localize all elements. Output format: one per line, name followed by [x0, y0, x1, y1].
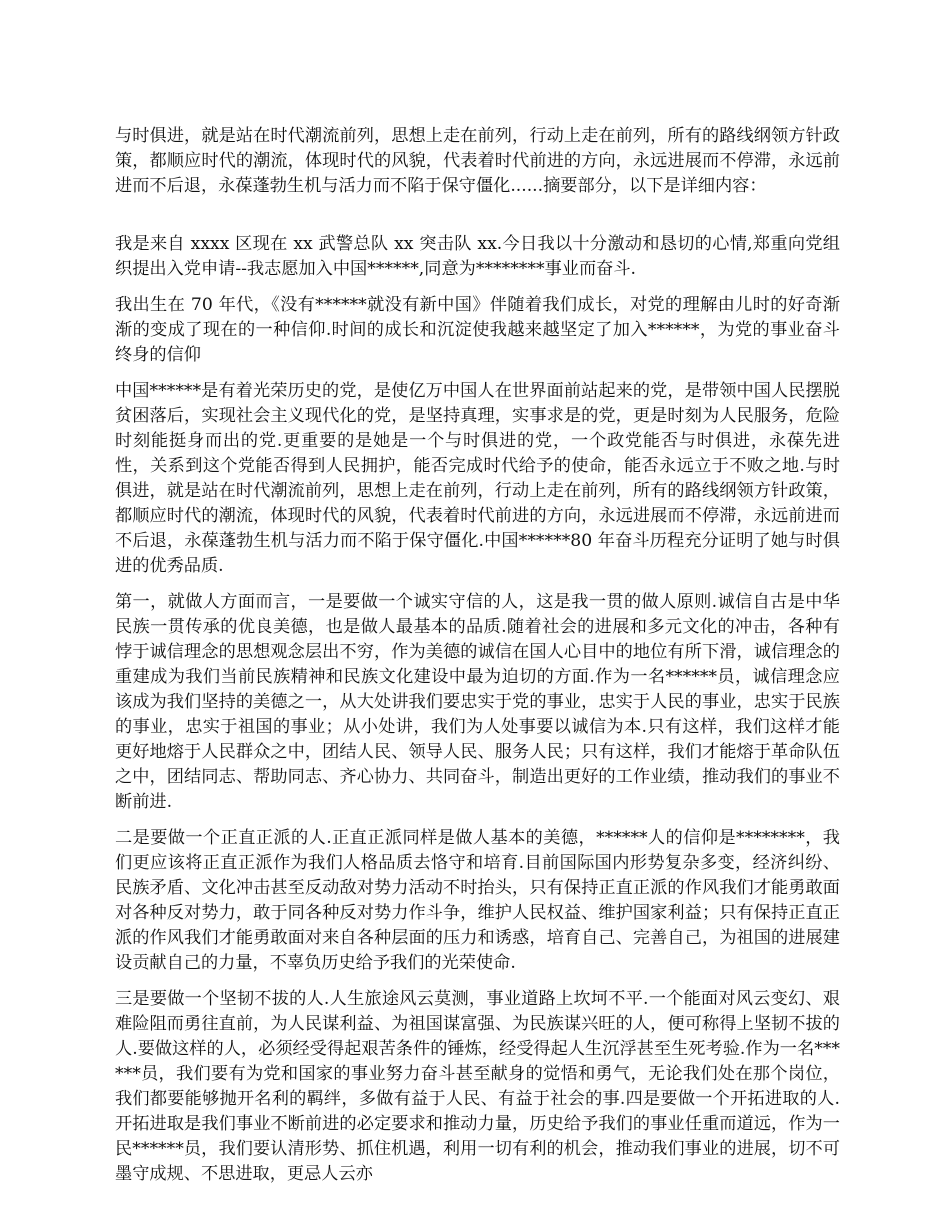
paragraph-summary: 与时俱进，就是站在时代潮流前列，思想上走在前列，行动上走在前列，所有的路线纲领方针政策，都顺应时代的潮流，体现时代的风貌，代表着时代前进的方向，永远进展而不停滞，永远前进而不后退，永葆蓬勃生机与活力而不陷于保守僵化......摘要部分，以下是详细内容： [115, 126, 840, 196]
paragraph-party-history: 中国******是有着光荣历史的党，是使亿万中国人在世界面前站起来的党，是带领中国人民摆脱贫困落后，实现社会主义现代化的党，是坚持真理，实事求是的党，更是时刻为人民服务，危险时刻能挺身而出的党.更重要的是她是一个与时俱进的党，一个政党能否与时俱进，永葆先进性，关系到这个党能否得到人民拥护，能否完成时代给予的使命，能否永远立于不败之地.与时俱进，就是站在时代潮流前列，思想上走在前列，行动上走在前列，所有的路线纲领方针政策，都顺应时代的潮流，体现时代的风貌，代表着时代前进的方向，永远进展而不停滞，永远前进而不后退，永葆蓬勃生机与活力而不陷于保守僵化.中国******80 年奋斗历程充分证明了她与时俱进的优秀品质. [115, 381, 840, 576]
paragraph-background: 我出生在 70 年代，《没有******就没有新中国》伴随着我们成长，对党的理解由儿时的好奇渐渐的变成了现在的一种信仰.时间的成长和沉淀使我越来越坚定了加入******，为党的事业奋斗终身的信仰 [115, 295, 840, 365]
paragraph-perseverance: 三是要做一个坚韧不拔的人.人生旅途风云莫测，事业道路上坎坷不平.一个能面对风云变幻、艰难险阻而勇往直前，为人民谋利益、为祖国谋富强、为民族谋兴旺的人，便可称得上坚韧不拔的人.要做这样的人，必须经受得起艰苦条件的锤炼，经受得起人生沉浮甚至生死考验.作为一名******员，我们要有为党和国家的事业努力奋斗甚至献身的觉悟和勇气，无论我们处在那个岗位，我们都要能够抛开名利的羁绊，多做有益于人民、有益于社会的事.四是要做一个开拓进取的人.开拓进取是我们事业不断前进的必定要求和推动力量，历史给予我们的事业任重而道远，作为一民******员，我们要认清形势、抓住机遇，利用一切有利的机会，推动我们事业的进展，切不可墨守成规、不思进取，更忌人云亦 [115, 989, 840, 1184]
paragraph-integrity: 二是要做一个正直正派的人.正直正派同样是做人基本的美德，******人的信仰是********，我们更应该将正直正派作为我们人格品质去恪守和培育.目前国际国内形势复杂多变，经济纠纷、民族矛盾、文化冲击甚至反动敌对势力活动不时抬头，只有保持正直正派的作风我们才能勇敢面对各种反对势力，敢于同各种反对势力作斗争，维护人民权益、维护国家利益；只有保持正直正派的作风我们才能勇敢面对来自各种层面的压力和诱惑，培育自己、完善自己，为祖国的进展建设贡献自己的力量，不辜负历史给予我们的光荣使命. [115, 828, 840, 973]
paragraph-introduction: 我是来自 xxxx 区现在 xx 武警总队 xx 突击队 xx.今日我以十分激动和恳切的心情,郑重向党组织提出入党申请--我志愿加入中国******,同意为********事业而奋斗. [115, 234, 840, 279]
paragraph-honesty: 第一，就做人方面而言，一是要做一个诚实守信的人，这是我一贯的做人原则.诚信自古是中华民族一贯传承的优良美德，也是做人最基本的品质.随着社会的进展和多元文化的冲击，各种有悖于诚信理念的思想观念层出不穷，作为美德的诚信在国人心目中的地位有所下滑，诚信理念的重建成为我们当前民族精神和民族文化建设中最为迫切的方面.作为一名******员，诚信理念应该成为我们坚持的美德之一，从大处讲我们要忠实于党的事业，忠实于人民的事业，忠实于民族的事业，忠实于祖国的事业；从小处讲，我们为人处事要以诚信为本.只有这样，我们这样才能更好地熔于人民群众之中，团结人民、领导人民、服务人民；只有这样，我们才能熔于革命队伍之中，团结同志、帮助同志、齐心协力、共同奋斗，制造出更好的工作业绩，推动我们的事业不断前进. [115, 592, 840, 812]
document-body [115, 124, 840, 1187]
